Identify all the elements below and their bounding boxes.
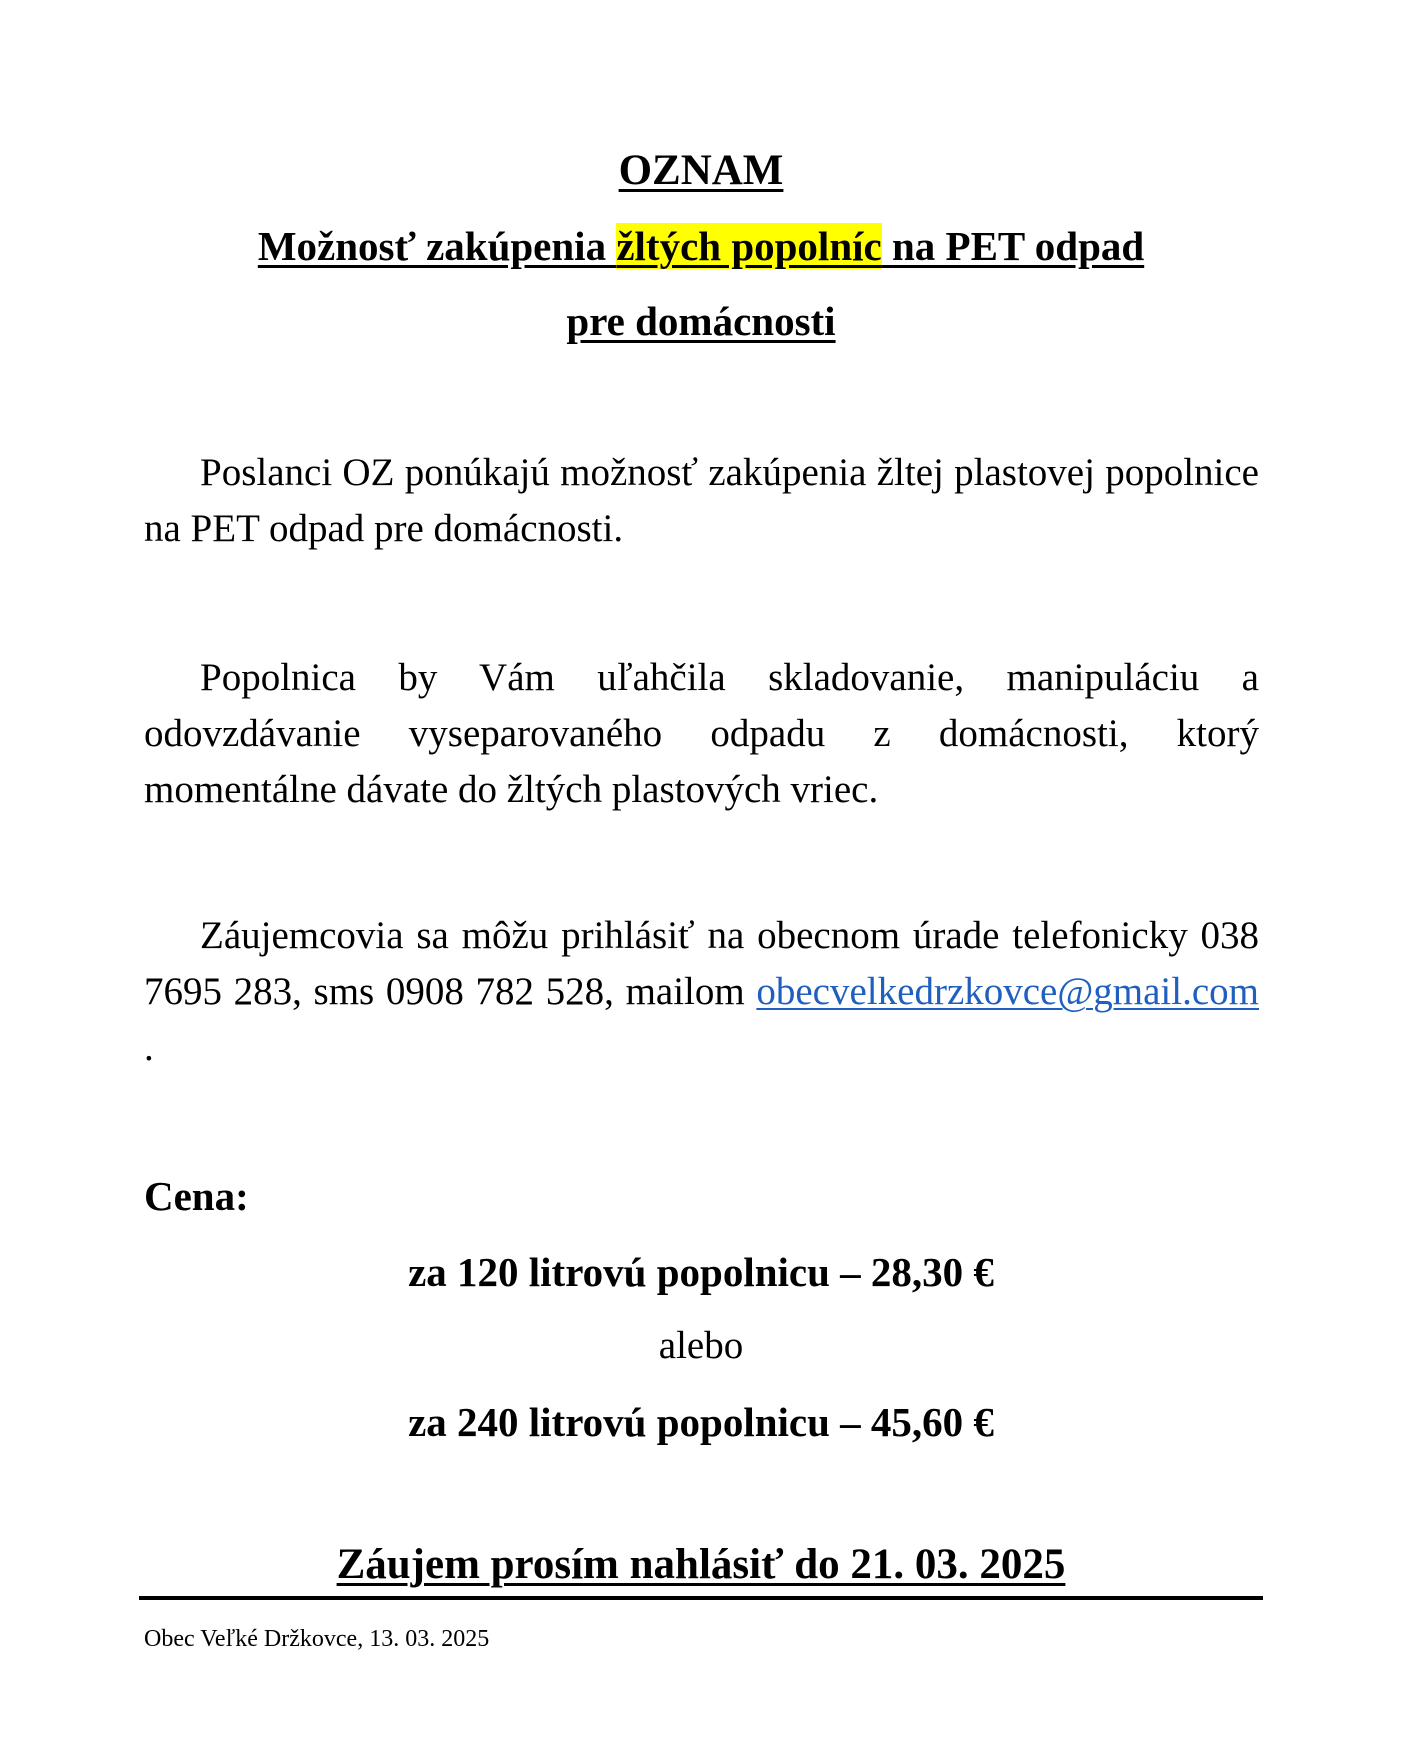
price-label: Cena: [144,1173,249,1219]
subtitle-highlight: žltých popolníc [616,223,882,269]
notice-title: OZNAM [618,147,784,194]
contact-text: Záujemcovia sa môžu prihlásiť na obecnom úrade telefonicky 038 7695 283, sms 0908 782 528, mailom [144,914,1259,1013]
paragraph-benefits: Popolnica by Vám uľahčila skladovanie, manipuláciu a odovzdávanie vyseparovaného odpadu z domácnosti, ktorý momentálne dávate do žltých plastových vriec. [144,656,1259,811]
notice-subtitle-line2: pre domácnosti [566,298,836,344]
price-option-240l: za 240 litrovú popolnicu – 45,60 € [408,1399,994,1445]
divider-line [139,1596,1263,1600]
email-link[interactable]: obecvelkedrzkovce@gmail.com [756,970,1259,1013]
paragraph-contact [144,908,1259,1076]
notice-subtitle-line1 [0,218,1402,274]
contact-end: . [144,1026,154,1069]
deadline-notice: Záujem prosím nahlásiť do 21. 03. 2025 [336,1541,1066,1588]
price-option-120l: za 120 litrovú popolnicu – 28,30 € [408,1249,994,1295]
subtitle-text-after: na PET odpad [881,223,1145,269]
subtitle-text-before: Možnosť zakúpenia [257,223,617,269]
footer-signature: Obec Veľké Držkovce, 13. 03. 2025 [144,1626,490,1652]
price-separator: alebo [658,1324,744,1367]
paragraph-offer: Poslanci OZ ponúkajú možnosť zakúpenia žltej plastovej popolnice na PET odpad pre domácnosti. [144,451,1259,550]
